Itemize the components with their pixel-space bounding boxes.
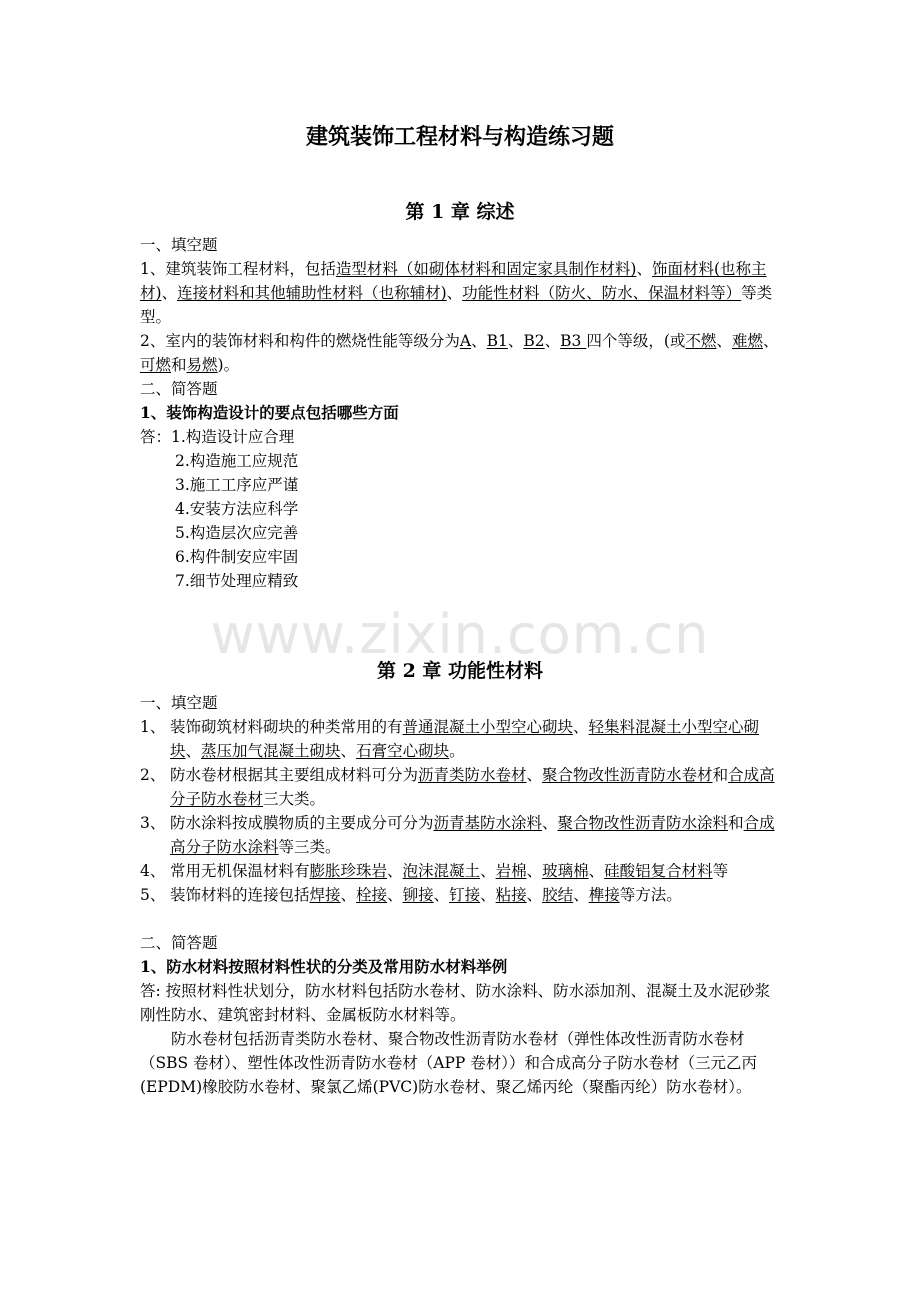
ch2-answer-paragraph-1: 答: 按照材料性状划分，防水材料包括防水卷材、防水涂料、防水添加剂、混凝土及水泥砂浆刚性防水、建筑密封材料、金属板防水材料等。 [140, 982, 771, 1024]
ch1-question-2: 2、室内的装饰材料和构件的燃烧性能等级分为A、B1、B2、B3 四个等级，(或不燃、难燃、可燃和易燃)。 [140, 332, 779, 374]
document-title: 建筑装饰工程材料与构造练习题 [305, 124, 614, 150]
chapter-1-heading: 第 1 章 综述 [405, 201, 515, 223]
answer-line: 7.细节处理应精致 [175, 572, 299, 590]
chapter-1-body [140, 233, 785, 593]
chapter-2-body [140, 691, 785, 1099]
list-item: 2、 防水卷材根据其主要组成材料可分为沥青类防水卷材、聚合物改性沥青防水卷材和合成高分子防水卷材三大类。 [140, 766, 775, 808]
ch1-short-heading: 二、简答题 [140, 380, 218, 398]
answer-line: 6.构件制安应牢固 [175, 548, 299, 566]
ch1-fill-heading: 一、填空题 [140, 236, 218, 254]
ch2-short-question-1: 1、防水材料按照材料性状的分类及常用防水材料举例 [140, 957, 508, 976]
list-item: 3、 防水涂料按成膜物质的主要成分可分为沥青基防水涂料、聚合物改性沥青防水涂料和合成高分子防水涂料等三类。 [140, 814, 775, 856]
answer-line: 3.施工工序应严谨 [175, 476, 299, 494]
list-item: 1、 装饰砌筑材料砌块的种类常用的有普通混凝土小型空心砌块、轻集料混凝土小型空心砌块、蒸压加气混凝土砌块、石膏空心砌块。 [140, 718, 760, 760]
watermark: www.zixin.com.cn [210, 603, 710, 666]
ch2-fill-list [140, 715, 785, 907]
ch1-answer-list [140, 425, 785, 593]
list-item: 4、 常用无机保温材料有膨胀珍珠岩、泡沫混凝土、岩棉、玻璃棉、硅酸铝复合材料等 [140, 862, 729, 880]
answer-line: 4.安装方法应科学 [175, 500, 299, 518]
answer-line: 5.构造层次应完善 [175, 524, 299, 542]
ch1-short-question-1: 1、装饰构造设计的要点包括哪些方面 [140, 403, 399, 422]
ch2-short-heading: 二、简答题 [140, 934, 218, 952]
ch2-answer-paragraph-2: 防水卷材包括沥青类防水卷材、聚合物改性沥青防水卷材（弹性体改性沥青防水卷材（SBS 卷材）、塑性体改性沥青防水卷材（APP 卷材））和合成高分子防水卷材（三元乙丙(EPDM)橡胶防水卷材、聚氯乙烯(PVC)防水卷材、聚乙烯丙纶（聚酯丙纶）防水卷材）。 [140, 1030, 758, 1096]
chapter-2-heading: 第 2 章 功能性材料 [376, 660, 544, 682]
list-item: 5、 装饰材料的连接包括焊接、栓接、铆接、钉接、粘接、胶结、榫接等方法。 [140, 886, 682, 904]
answer-line: 答：1.构造设计应合理 [140, 428, 295, 446]
answer-line: 2.构造施工应规范 [175, 452, 299, 470]
ch1-question-1: 1、建筑装饰工程材料，包括造型材料（如砌体材料和固定家具制作材料)、饰面材料(也称主材)、连接材料和其他辅助性材料（也称辅材)、功能性材料（防火、防水、保温材料等）等类型。 [140, 260, 773, 326]
ch2-fill-heading: 一、填空题 [140, 694, 218, 712]
